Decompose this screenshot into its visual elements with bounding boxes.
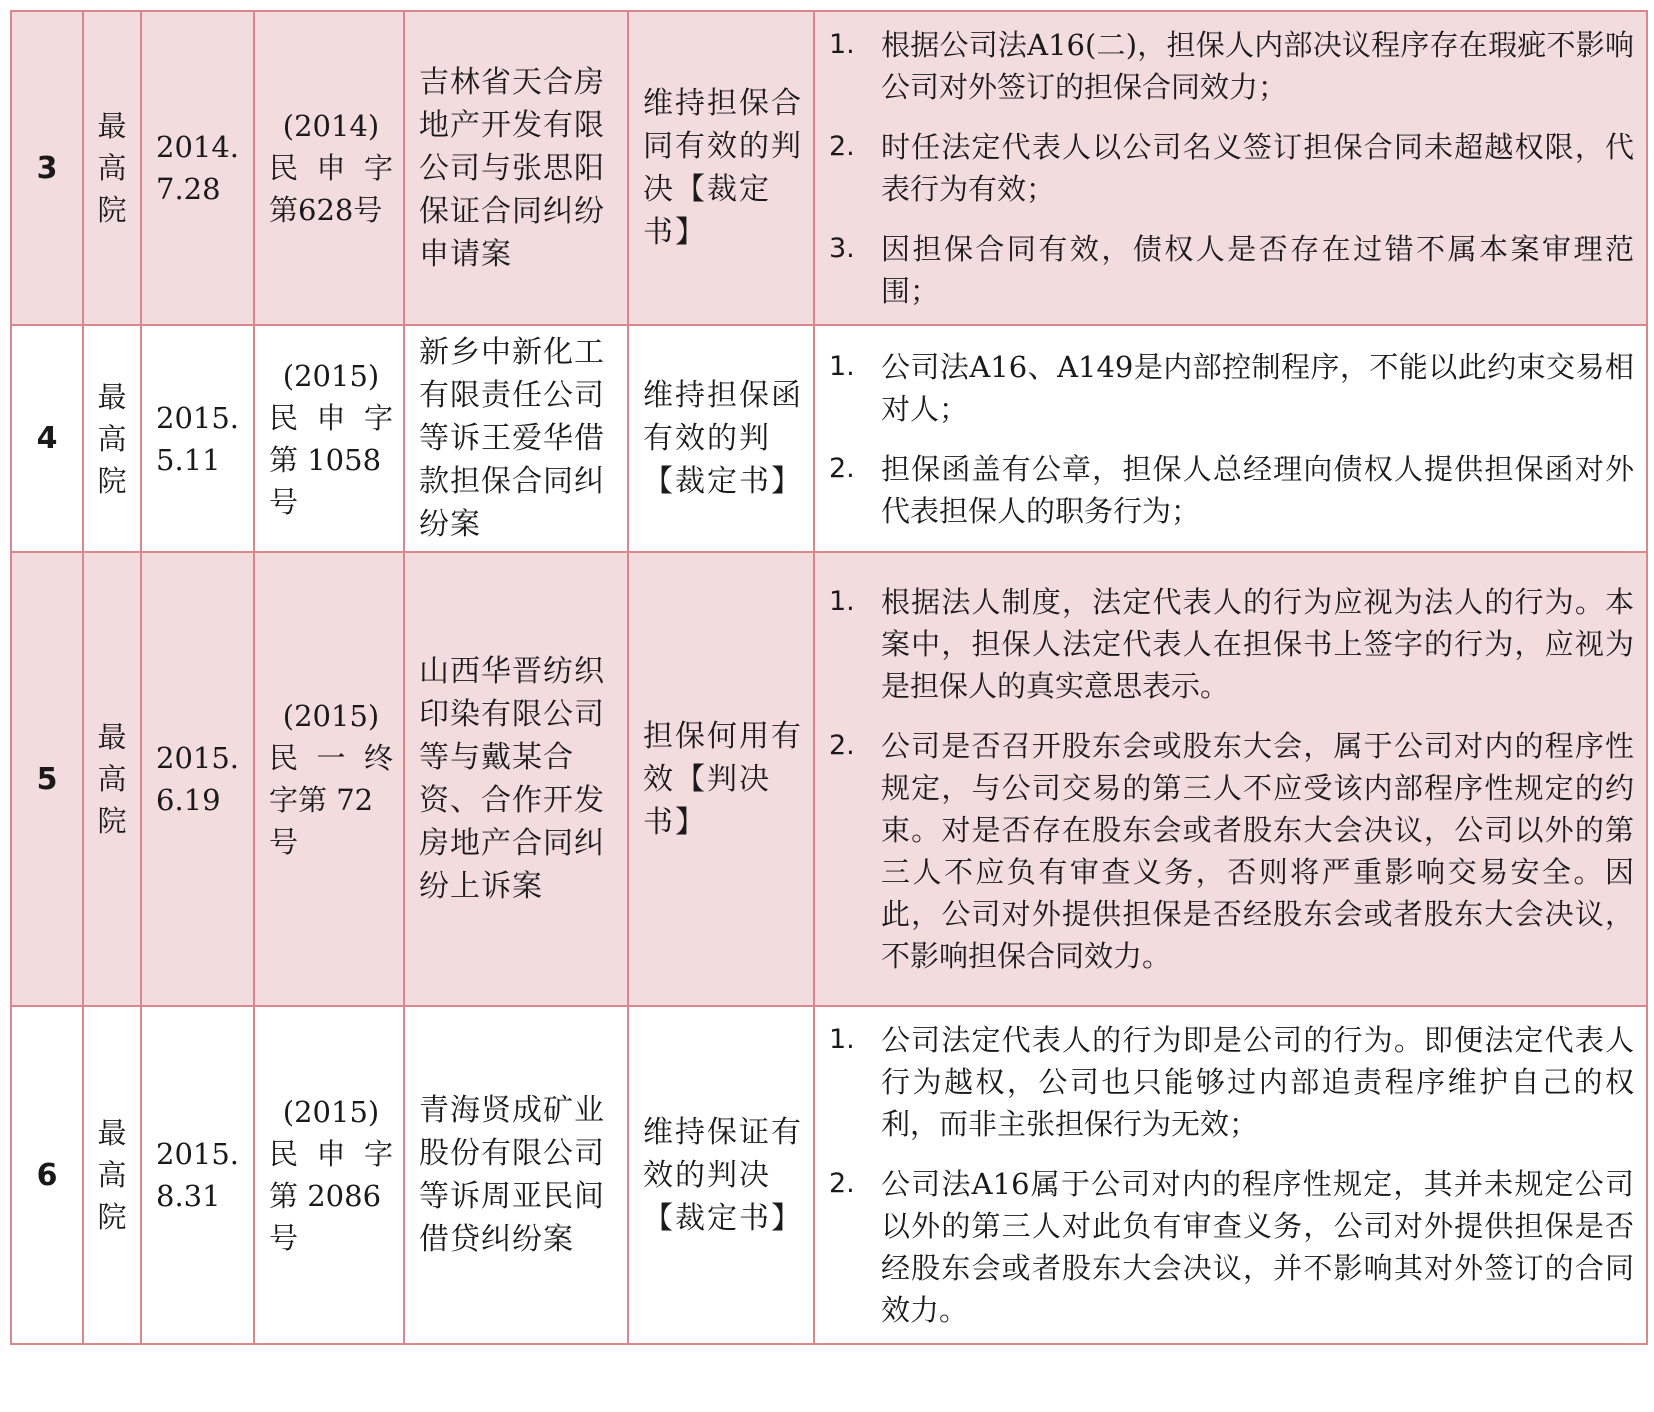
reasons-cell xyxy=(814,1006,1647,1344)
table-row xyxy=(11,552,1647,1006)
reason-item: 1. 公司法定代表人的行为即是公司的行为。即便法定代表人行为越权，公司也只能够过内部追责程序维护自己的权利，而非主张担保行为无效； xyxy=(829,1023,1634,1141)
table-row xyxy=(11,11,1647,325)
reason-item: 1. 根据公司法A16(二)，担保人内部决议程序存在瑕疵不影响公司对外签订的担保合同效力； xyxy=(829,28,1634,104)
reason-item: 1. 根据法人制度，法定代表人的行为应视为法人的行为。本案中，担保人法定代表人在担保书上签字的行为，应视为是担保人的真实意思表示。 xyxy=(829,585,1634,703)
row-number: 3 xyxy=(11,11,83,325)
date-cell: 2015. 6.19 xyxy=(141,552,254,1006)
case-title-cell: 吉林省天合房地产开发有限公司与张思阳保证合同纠纷申请案 xyxy=(404,11,628,325)
reason-item: 3. 因担保合同有效，债权人是否存在过错不属本案审理范围； xyxy=(829,232,1634,308)
reason-item: 1. 公司法A16、A149是内部控制程序，不能以此约束交易相对人； xyxy=(829,349,1634,426)
case-number-cell: (2015) 民一终 字第 72 号 xyxy=(254,552,404,1006)
table-row xyxy=(11,1006,1647,1344)
reason-item: 2. 时任法定代表人以公司名义签订担保合同未超越权限，代表行为有效； xyxy=(829,130,1634,206)
case-table xyxy=(10,10,1648,1345)
reason-item: 2. 公司法A16属于公司对内的程序性规定，其并未规定公司以外的第三人对此负有审查义务，公司对外提供担保是否经股东会或者股东大会决议，并不影响其对外签订的合同效力。 xyxy=(829,1167,1634,1327)
reason-item: 2. 公司是否召开股东会或股东大会，属于公司对内的程序性规定，与公司交易的第三人不应受该内部程序性规定的约束。对是否存在股东会或者股东大会决议，公司以外的第三人不应负有审查义务，否则将严重影响交易安全。因此，公司对外提供担保是否经股东会或者股东大会决议，不影响担保合同效力。 xyxy=(829,729,1634,973)
reasons-cell xyxy=(814,552,1647,1006)
case-title-cell: 青海贤成矿业股份有限公司等诉周亚民间借贷纠纷案 xyxy=(404,1006,628,1344)
date-cell: 2015. 8.31 xyxy=(141,1006,254,1344)
table-row xyxy=(11,325,1647,552)
result-cell: 维持保证有效的判决【裁定书】 xyxy=(628,1006,814,1344)
case-number-cell: (2015) 民申字 第 1058 号 xyxy=(254,325,404,552)
date-cell: 2014. 7.28 xyxy=(141,11,254,325)
row-number: 4 xyxy=(11,325,83,552)
court-cell: 最 高 院 xyxy=(83,552,141,1006)
case-number-cell: (2015) 民申字 第 2086 号 xyxy=(254,1006,404,1344)
result-cell: 维持担保合同有效的判决【裁定书】 xyxy=(628,11,814,325)
row-number: 5 xyxy=(11,552,83,1006)
case-number-cell: (2014) 民申字 第628号 xyxy=(254,11,404,325)
court-cell: 最 高 院 xyxy=(83,1006,141,1344)
date-cell: 2015. 5.11 xyxy=(141,325,254,552)
result-cell: 担保何用有效【判决书】 xyxy=(628,552,814,1006)
result-cell: 维持担保函有效的判【裁定书】 xyxy=(628,325,814,552)
court-cell: 最 高 院 xyxy=(83,325,141,552)
case-title-cell: 山西华晋纺织印染有限公司等与戴某合资、合作开发房地产合同纠纷上诉案 xyxy=(404,552,628,1006)
row-number: 6 xyxy=(11,1006,83,1344)
case-title-cell: 新乡中新化工有限责任公司等诉王爱华借款担保合同纠纷案 xyxy=(404,325,628,552)
reason-item: 2. 担保函盖有公章，担保人总经理向债权人提供担保函对外代表担保人的职务行为； xyxy=(829,451,1634,528)
reasons-cell xyxy=(814,325,1647,552)
reasons-cell xyxy=(814,11,1647,325)
court-cell: 最 高 院 xyxy=(83,11,141,325)
